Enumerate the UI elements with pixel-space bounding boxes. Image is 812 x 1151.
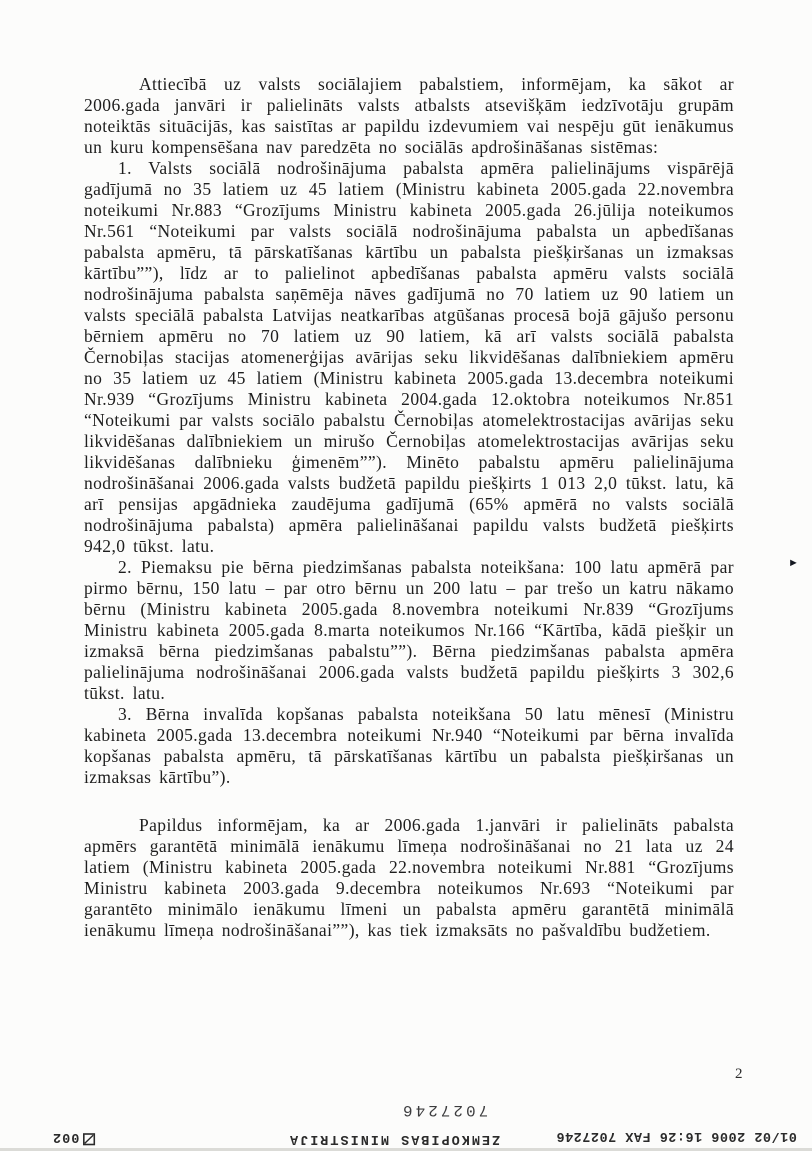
paragraph-item-2: 2. Piemaksu pie bērna piedzimšanas pabalsta noteikšana: 100 latu apmērā par pirmo bērnu, 150 latu – par otro bērnu un 200 latu – par trešo un katru nākamo bērnu (Ministru kabineta 2005.gada 8.novembra noteikumi Nr.839 “Grozījums Ministru kabineta 2005.gada 8.marta noteikumos Nr.166 “Kārtība, kādā piešķir un izmaksā bērna piedzimšanas pabalstu””). Bērna piedzimšanas pabalsta apmēra palielinājuma nodrošināšanai 2006.gada valsts budžetā papildu piešķirts 3 302,6 tūkst. latu.: [84, 557, 734, 703]
fax-header-timestamp: 01/02 2006 16:26 FAX 7027246: [556, 1128, 797, 1143]
fax-page-indicator-label: 002: [52, 1129, 80, 1145]
document-body: [84, 74, 734, 941]
margin-arrow-icon: ►: [788, 557, 799, 569]
paragraph-additional-info: Papildus informējam, ka ar 2006.gada 1.janvāri ir palielināts pabalsta apmērs garantētā minimālā ienākumu līmeņa nodrošināšanai no 21 lata uz 24 latiem (Ministru kabineta 2005.gada 22.novembra noteikumi Nr.881 “Grozījums Ministru kabineta 2003.gada 9.decembra noteikumos Nr.693 “Noteikumi par garantēto minimālo ienākumu līmeni un pabalsta apmēru garantētā minimālā ienākumu līmeņa nodrošināšanai””), kas tiek izmaksāts no pašvaldību budžetiem.: [84, 815, 734, 940]
fax-stamp-number: 7027246: [400, 1101, 489, 1119]
paragraph-item-1: 1. Valsts sociālā nodrošinājuma pabalsta apmēra palielinājums vispārējā gadījumā no 35 latiem uz 45 latiem (Ministru kabineta 2005.gada 22.novembra noteikumi Nr.883 “Grozījums Ministru kabineta 2005.gada 26.jūlija noteikumos Nr.561 “Noteikumi par valsts sociālā nodrošinājuma pabalsta un apbedīšanas pabalsta apmēru, tā pārskatīšanas kārtību un pabalsta piešķiršanas un izmaksas kārtību””), līdz ar to palielinot apbedīšanas pabalsta apmēru valsts sociālā nodrošinājuma pabalsta saņēmēja nāves gadījumā no 70 latiem uz 90 latiem un valsts speciālā pabalsta Latvijas neatkarības atgūšanas procesā bojā gājušo personu bērniem apmēru no 70 latiem uz 90 latiem, kā arī valsts sociālā pabalsta Černobiļas stacijas atomenerģijas avārijas seku likvidēšanas dalībniekiem apmēru no 35 latiem uz 45 latiem (Ministru kabineta 2005.gada 13.decembra noteikumi Nr.939 “Grozījums Ministru kabineta 2004.gada 12.oktobra noteikumos Nr.851 “Noteikumi par valsts sociālo pabalstu Černobiļas atomelektrostacijas avārijas seku likvidēšanas dalībniekiem un mirušo Černobiļas atomelektrostacijas avārijas seku likvidēšanas dalībnieku ģimenēm””). Minēto pabalstu apmēru palielinājuma nodrošināšanai 2006.gada valsts budžetā papildu piešķirts 1 013 2,0 tūkst. latu, kā arī pensijas apgādnieka zaudējuma gadījumā (65% apmērā no valsts sociālā nodrošinājuma pabalsta) apmēra palielināšanai papildu valsts budžetā piešķirts 942,0 tūkst. latu.: [84, 158, 734, 556]
page-number: 2: [735, 1066, 743, 1082]
fax-page-indicator: [52, 1128, 95, 1146]
document-page-icon: [82, 1128, 95, 1146]
paragraph-item-3: 3. Bērna invalīda kopšanas pabalsta noteikšana 50 latu mēnesī (Ministru kabineta 2005.gada 13.decembra noteikumi Nr.940 “Noteikumi par bērna invalīda kopšanas pabalsta apmēru, tā pārskatīšanas kārtību un pabalsta piešķiršanas un izmaksas kārtību”).: [84, 704, 734, 787]
fax-header-sender: ZEMKOPĪBAS MINISTRIJA: [288, 1131, 501, 1146]
paragraph-intro: Attiecībā uz valsts sociālajiem pabalstiem, informējam, ka sākot ar 2006.gada janvāri ir palielināts valsts atbalsts atsevišķām iedzīvotāju grupām noteiktās situācijās, kas saistītas ar papildu izdevumiem vai nespēju gūt ienākumus un kuru kompensēšana nav paredzēta no sociālās apdrošināšanas sistēmas:: [84, 74, 734, 157]
